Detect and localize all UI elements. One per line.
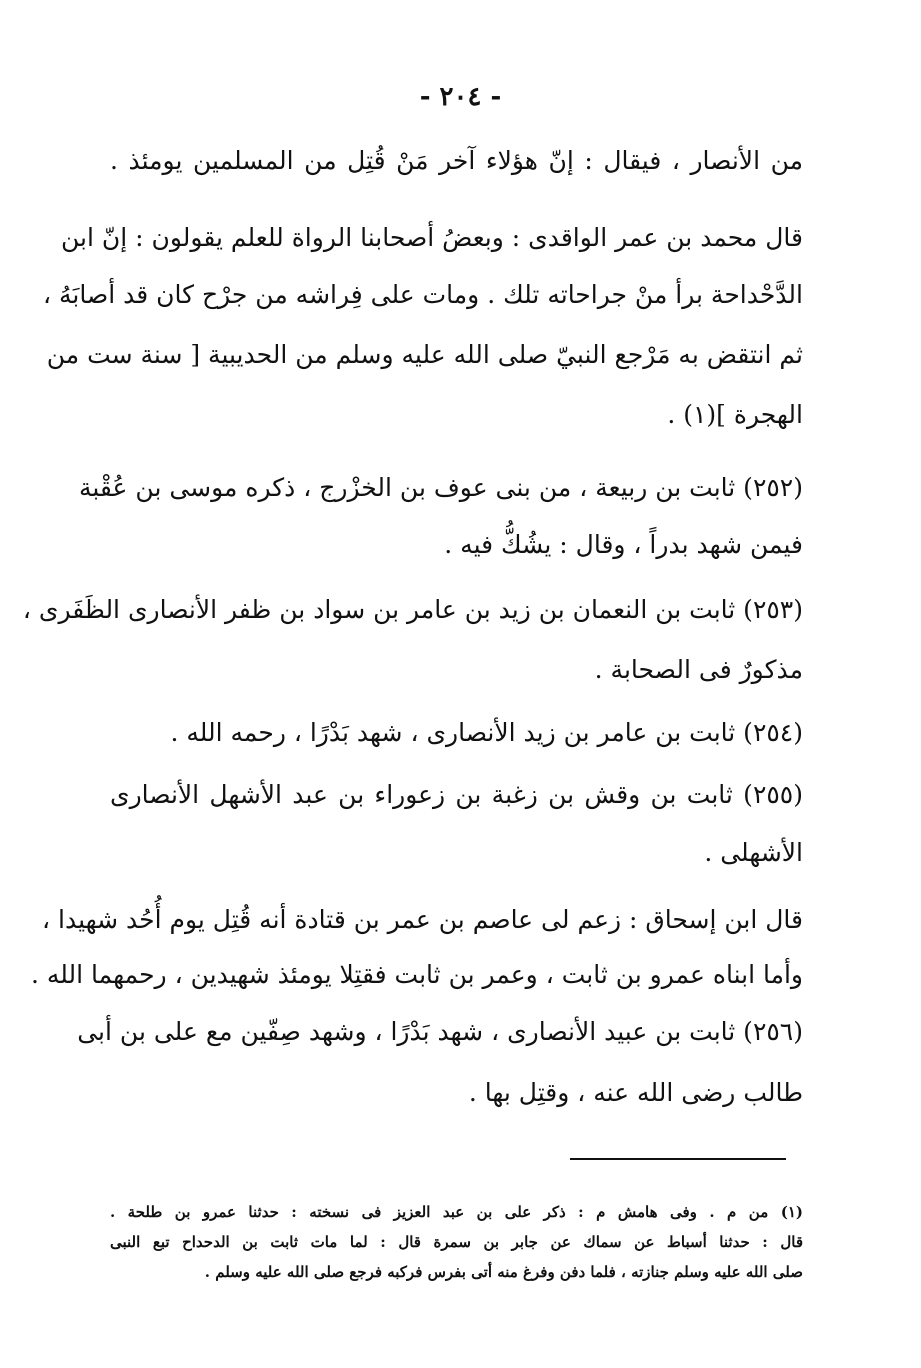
body-line: وأما ابناه عمرو بن ثابت ، وعمر بن ثابت فقتِلا يومئذ شهيدين ، رحمهما الله . — [30, 960, 803, 989]
body-line: قال محمد بن عمر الواقدى : وبعضُ أصحابنا الرواة للعلم يقولون : إنّ ابن — [61, 223, 803, 252]
entry-253-line: مذكورٌ فى الصحابة . — [594, 655, 803, 684]
body-line: من الأنصار ، فيقال : إنّ هؤلاء آخر مَنْ قُتِل من المسلمين يومئذ . — [110, 146, 803, 175]
entry-253-line: (٢٥٣) ثابت بن النعمان بن زيد بن عامر بن سواد بن ظفر الأنصارى الظَفَرى ، — [22, 595, 803, 624]
body-line: الدَّحْداحة برأ منْ جراحاته تلك . ومات على فِراشه من جرْح كان قد أصابَهُ ، — [43, 280, 803, 309]
footnote-rule — [570, 1158, 786, 1160]
footnote-line: (١) من م . وفى هامش م : ذكر على بن عبد العزيز فى نسخته : حدثنا عمرو بن طلحة . — [110, 1203, 803, 1221]
footnote-line: قال : حدثنا أسباط عن سماك عن جابر بن سمرة قال : لما مات ثابت بن الدحداح تبع النبى — [110, 1233, 803, 1251]
entry-252-line: (٢٥٢) ثابت بن ربيعة ، من بنى عوف بن الخزْرج ، ذكره موسى بن عُقْبة — [78, 473, 803, 502]
entry-255-line: الأشهلى . — [704, 838, 803, 867]
entry-254-line: (٢٥٤) ثابت بن عامر بن زيد الأنصارى ، شهد بَدْرًا ، رحمه الله . — [170, 718, 803, 747]
body-line: قال ابن إسحاق : زعم لى عاصم بن عمر بن قتادة أنه قُتِل يوم أُحُد شهيدا ، — [41, 905, 803, 934]
body-line: الهجرة ](١) . — [667, 400, 803, 429]
entry-256-line: طالب رضى الله عنه ، وقتِل بها . — [468, 1078, 803, 1107]
body-line: ثم انتقض به مَرْجع النبيّ صلى الله عليه وسلم من الحديبية [ سنة ست من — [46, 340, 803, 369]
footnote-line: صلى الله عليه وسلم جنازته ، فلما دفن وفرغ منه أتى بفرس فركبه فرجع صلى الله عليه وسلم . — [204, 1263, 803, 1281]
entry-252-line: فيمن شهد بدراً ، وقال : يشُكُّ فيه . — [444, 530, 803, 559]
page-number: - ٢٠٤ - — [419, 82, 502, 112]
entry-255-line: (٢٥٥) ثابت بن وقش بن زغبة بن زعوراء بن عبد الأشهل الأنصارى — [110, 780, 803, 809]
entry-256-line: (٢٥٦) ثابت بن عبيد الأنصارى ، شهد بَدْرًا ، وشهد صِفّين مع على بن أبى — [77, 1017, 803, 1046]
